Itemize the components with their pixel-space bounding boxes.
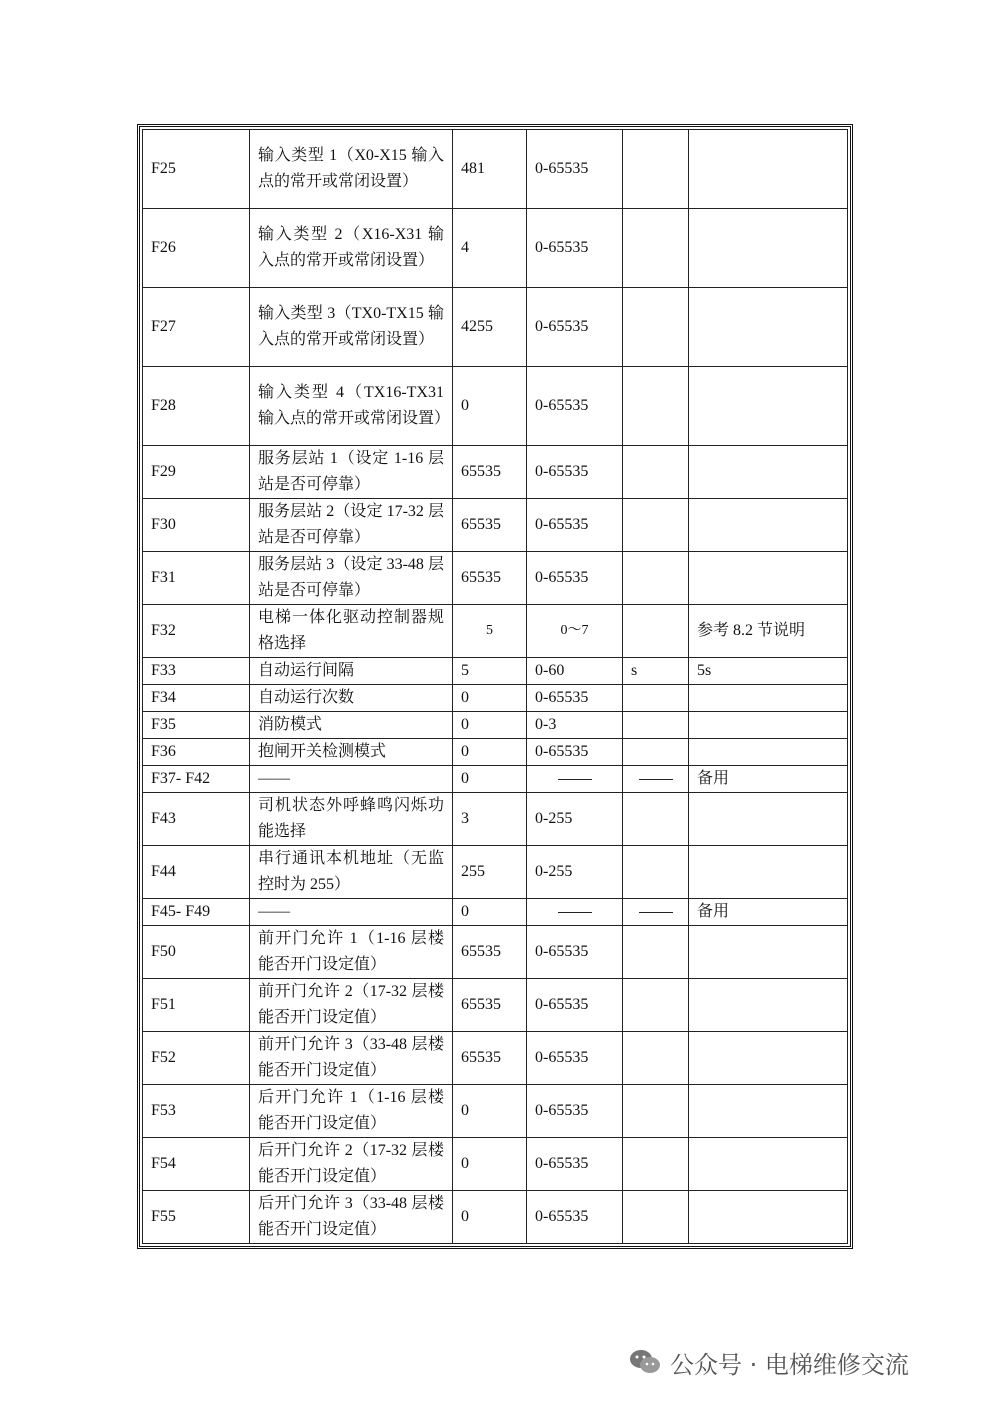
default-value: 0 bbox=[461, 743, 469, 760]
unit-cell bbox=[623, 605, 689, 658]
setting-range: 0-65535 bbox=[535, 1208, 589, 1225]
default-value-cell bbox=[453, 552, 527, 605]
param-description: 消防模式 bbox=[258, 716, 323, 733]
table-row bbox=[143, 685, 848, 712]
param-description-cell bbox=[250, 130, 453, 209]
setting-range: 0-65535 bbox=[535, 689, 589, 706]
param-description-cell bbox=[250, 739, 453, 766]
table-row bbox=[143, 1085, 848, 1138]
param-code: F29 bbox=[151, 463, 176, 480]
unit-cell bbox=[623, 685, 689, 712]
setting-range: 0-3 bbox=[535, 716, 557, 733]
setting-range: 0～7 bbox=[560, 623, 589, 638]
table-row bbox=[143, 446, 848, 499]
default-value: 65535 bbox=[461, 516, 501, 533]
setting-range-cell bbox=[527, 899, 623, 926]
param-description: 自动运行间隔 bbox=[258, 662, 355, 679]
param-description: 后开门允许 3（33-48 层楼能否开门设定值） bbox=[258, 1195, 444, 1238]
unit-cell bbox=[623, 552, 689, 605]
param-description-cell bbox=[250, 1138, 453, 1191]
setting-range-cell bbox=[527, 766, 623, 793]
param-code-cell bbox=[143, 685, 250, 712]
default-value-cell bbox=[453, 605, 527, 658]
param-code-cell bbox=[143, 446, 250, 499]
param-description: 服务层站 2（设定 17-32 层站是否可停靠） bbox=[258, 503, 444, 546]
param-description: 前开门允许 1（1-16 层楼能否开门设定值） bbox=[258, 930, 444, 973]
default-value: 0 bbox=[461, 689, 469, 706]
param-code-cell bbox=[143, 209, 250, 288]
setting-range: 0-65535 bbox=[535, 1049, 589, 1066]
setting-range-cell bbox=[527, 1191, 623, 1244]
setting-range-cell bbox=[527, 367, 623, 446]
setting-range-cell bbox=[527, 130, 623, 209]
param-code: F51 bbox=[151, 996, 176, 1013]
remark: 5s bbox=[697, 662, 712, 679]
param-description-cell bbox=[250, 979, 453, 1032]
param-description: 司机状态外呼蜂鸣闪烁功能选择 bbox=[258, 797, 444, 840]
param-description-cell bbox=[250, 209, 453, 288]
setting-range: 0-65535 bbox=[535, 569, 589, 586]
unit-cell bbox=[623, 209, 689, 288]
param-description: 输入类型 4（TX16-TX31 输入点的常开或常闭设置） bbox=[258, 384, 451, 427]
default-value-cell bbox=[453, 739, 527, 766]
param-code-cell bbox=[143, 288, 250, 367]
default-value-cell bbox=[453, 658, 527, 685]
param-description: —— bbox=[258, 770, 290, 787]
param-code-cell bbox=[143, 712, 250, 739]
setting-range-cell bbox=[527, 926, 623, 979]
default-value-cell bbox=[453, 130, 527, 209]
param-code-cell bbox=[143, 552, 250, 605]
setting-range: 0-65535 bbox=[535, 943, 589, 960]
param-description-cell bbox=[250, 1085, 453, 1138]
setting-range: 0-65535 bbox=[535, 1155, 589, 1172]
parameter-table-frame bbox=[137, 124, 853, 1249]
remark-cell bbox=[689, 658, 848, 685]
param-description: 串行通讯本机地址（无监控时为 255） bbox=[258, 850, 444, 893]
default-value: 65535 bbox=[461, 463, 501, 480]
param-code-cell bbox=[143, 979, 250, 1032]
default-value-cell bbox=[453, 1085, 527, 1138]
default-value-cell bbox=[453, 846, 527, 899]
param-description-cell bbox=[250, 685, 453, 712]
param-code-cell bbox=[143, 926, 250, 979]
remark-cell bbox=[689, 926, 848, 979]
remark: 备用 bbox=[697, 903, 730, 920]
setting-range-cell bbox=[527, 658, 623, 685]
setting-range-cell bbox=[527, 846, 623, 899]
remark-cell bbox=[689, 766, 848, 793]
param-code: F30 bbox=[151, 516, 176, 533]
table-row bbox=[143, 926, 848, 979]
unit-cell bbox=[623, 658, 689, 685]
param-description: 前开门允许 3（33-48 层楼能否开门设定值） bbox=[258, 1036, 444, 1079]
default-value: 0 bbox=[461, 770, 469, 787]
table-row bbox=[143, 979, 848, 1032]
param-code: F54 bbox=[151, 1155, 176, 1172]
param-code: F50 bbox=[151, 943, 176, 960]
remark-cell bbox=[689, 1191, 848, 1244]
param-description: 后开门允许 1（1-16 层楼能否开门设定值） bbox=[258, 1089, 444, 1132]
default-value: 0 bbox=[461, 1102, 469, 1119]
table-row bbox=[143, 739, 848, 766]
setting-range-cell bbox=[527, 1085, 623, 1138]
setting-range-cell bbox=[527, 685, 623, 712]
setting-range-cell bbox=[527, 1138, 623, 1191]
param-code: F25 bbox=[151, 160, 176, 177]
dash-mark bbox=[639, 779, 673, 780]
setting-range-cell bbox=[527, 209, 623, 288]
param-description: 自动运行次数 bbox=[258, 689, 355, 706]
setting-range: 0-65535 bbox=[535, 516, 589, 533]
remark-cell bbox=[689, 446, 848, 499]
default-value: 3 bbox=[461, 810, 469, 827]
unit-cell bbox=[623, 846, 689, 899]
unit-cell bbox=[623, 766, 689, 793]
param-code: F27 bbox=[151, 318, 176, 335]
unit-cell bbox=[623, 288, 689, 367]
remark-cell bbox=[689, 899, 848, 926]
default-value-cell bbox=[453, 288, 527, 367]
param-description-cell bbox=[250, 899, 453, 926]
remark-cell bbox=[689, 288, 848, 367]
param-code: F43 bbox=[151, 810, 176, 827]
table-row bbox=[143, 605, 848, 658]
setting-range: 0-65535 bbox=[535, 1102, 589, 1119]
wechat-icon bbox=[628, 1347, 662, 1377]
param-code-cell bbox=[143, 899, 250, 926]
default-value-cell bbox=[453, 1138, 527, 1191]
setting-range-cell bbox=[527, 793, 623, 846]
remark-cell bbox=[689, 552, 848, 605]
table-row bbox=[143, 367, 848, 446]
table-row bbox=[143, 1191, 848, 1244]
unit-cell bbox=[623, 130, 689, 209]
default-value: 255 bbox=[461, 863, 485, 880]
remark-cell bbox=[689, 605, 848, 658]
table-row bbox=[143, 846, 848, 899]
param-description: 输入类型 1（X0-X15 输入点的常开或常闭设置） bbox=[258, 147, 444, 190]
table-row bbox=[143, 499, 848, 552]
param-description-cell bbox=[250, 1032, 453, 1085]
dash-mark bbox=[639, 912, 673, 913]
remark-cell bbox=[689, 1032, 848, 1085]
param-code-cell bbox=[143, 130, 250, 209]
param-code-cell bbox=[143, 1138, 250, 1191]
default-value-cell bbox=[453, 367, 527, 446]
param-description-cell bbox=[250, 793, 453, 846]
table-row bbox=[143, 793, 848, 846]
dash-mark bbox=[558, 912, 592, 913]
remark-cell bbox=[689, 739, 848, 766]
setting-range: 0-255 bbox=[535, 810, 573, 827]
param-description-cell bbox=[250, 605, 453, 658]
unit: s bbox=[631, 662, 638, 679]
default-value: 0 bbox=[461, 903, 469, 920]
param-description-cell bbox=[250, 658, 453, 685]
param-code-cell bbox=[143, 1191, 250, 1244]
default-value: 65535 bbox=[461, 996, 501, 1013]
param-code: F31 bbox=[151, 569, 176, 586]
param-description-cell bbox=[250, 766, 453, 793]
default-value: 481 bbox=[461, 160, 485, 177]
default-value: 0 bbox=[461, 1208, 469, 1225]
default-value: 5 bbox=[486, 623, 493, 638]
param-description: 电梯一体化驱动控制器规格选择 bbox=[258, 609, 444, 652]
table-row bbox=[143, 1032, 848, 1085]
setting-range-cell bbox=[527, 979, 623, 1032]
param-code: F45- F49 bbox=[151, 903, 211, 920]
param-description-cell bbox=[250, 499, 453, 552]
remark-cell bbox=[689, 209, 848, 288]
setting-range-cell bbox=[527, 739, 623, 766]
param-code-cell bbox=[143, 793, 250, 846]
param-code-cell bbox=[143, 766, 250, 793]
param-description-cell bbox=[250, 712, 453, 739]
setting-range-cell bbox=[527, 1032, 623, 1085]
setting-range: 0-65535 bbox=[535, 318, 589, 335]
param-code: F36 bbox=[151, 743, 176, 760]
unit-cell bbox=[623, 979, 689, 1032]
table-row bbox=[143, 130, 848, 209]
remark: 参考 8.2 节说明 bbox=[697, 622, 806, 639]
setting-range-cell bbox=[527, 288, 623, 367]
default-value: 65535 bbox=[461, 943, 501, 960]
param-code: F53 bbox=[151, 1102, 176, 1119]
param-description-cell bbox=[250, 288, 453, 367]
param-code: F33 bbox=[151, 662, 176, 679]
default-value: 4255 bbox=[461, 318, 493, 335]
table-row bbox=[143, 1138, 848, 1191]
param-code-cell bbox=[143, 846, 250, 899]
unit-cell bbox=[623, 1138, 689, 1191]
param-description-cell bbox=[250, 367, 453, 446]
param-code: F32 bbox=[151, 622, 176, 639]
setting-range: 0-65535 bbox=[535, 397, 589, 414]
setting-range: 0-65535 bbox=[535, 463, 589, 480]
setting-range-cell bbox=[527, 446, 623, 499]
default-value: 65535 bbox=[461, 1049, 501, 1066]
setting-range: 0-255 bbox=[535, 863, 573, 880]
param-description-cell bbox=[250, 552, 453, 605]
remark-cell bbox=[689, 685, 848, 712]
unit-cell bbox=[623, 712, 689, 739]
default-value-cell bbox=[453, 1191, 527, 1244]
default-value-cell bbox=[453, 712, 527, 739]
remark-cell bbox=[689, 1138, 848, 1191]
setting-range: 0-65535 bbox=[535, 996, 589, 1013]
param-description-cell bbox=[250, 846, 453, 899]
param-description-cell bbox=[250, 446, 453, 499]
param-code: F26 bbox=[151, 239, 176, 256]
default-value: 0 bbox=[461, 397, 469, 414]
table-row bbox=[143, 899, 848, 926]
watermark-text: 公众号 · 电梯维修交流 bbox=[670, 1350, 909, 1379]
unit-cell bbox=[623, 499, 689, 552]
setting-range-cell bbox=[527, 605, 623, 658]
table-row bbox=[143, 766, 848, 793]
default-value-cell bbox=[453, 793, 527, 846]
default-value: 65535 bbox=[461, 569, 501, 586]
default-value-cell bbox=[453, 446, 527, 499]
table-row bbox=[143, 658, 848, 685]
param-code-cell bbox=[143, 658, 250, 685]
param-code-cell bbox=[143, 499, 250, 552]
default-value-cell bbox=[453, 766, 527, 793]
table-row bbox=[143, 712, 848, 739]
param-description: 后开门允许 2（17-32 层楼能否开门设定值） bbox=[258, 1142, 444, 1185]
remark-cell bbox=[689, 499, 848, 552]
param-description: 前开门允许 2（17-32 层楼能否开门设定值） bbox=[258, 983, 444, 1026]
unit-cell bbox=[623, 1191, 689, 1244]
setting-range-cell bbox=[527, 499, 623, 552]
param-code: F28 bbox=[151, 397, 176, 414]
default-value: 0 bbox=[461, 716, 469, 733]
param-code-cell bbox=[143, 605, 250, 658]
remark-cell bbox=[689, 712, 848, 739]
default-value: 4 bbox=[461, 239, 469, 256]
param-code: F35 bbox=[151, 716, 176, 733]
remark-cell bbox=[689, 793, 848, 846]
remark-cell bbox=[689, 367, 848, 446]
param-description: 服务层站 1（设定 1-16 层站是否可停靠） bbox=[258, 450, 444, 493]
param-description: 输入类型 3（TX0-TX15 输入点的常开或常闭设置） bbox=[258, 305, 444, 348]
setting-range-cell bbox=[527, 552, 623, 605]
unit-cell bbox=[623, 793, 689, 846]
setting-range: 0-65535 bbox=[535, 160, 589, 177]
setting-range: 0-65535 bbox=[535, 743, 589, 760]
table-row bbox=[143, 288, 848, 367]
table-row bbox=[143, 552, 848, 605]
param-code: F55 bbox=[151, 1208, 176, 1225]
param-code: F37- F42 bbox=[151, 770, 211, 787]
parameter-table bbox=[142, 129, 848, 1244]
unit-cell bbox=[623, 739, 689, 766]
unit-cell bbox=[623, 1032, 689, 1085]
param-code: F52 bbox=[151, 1049, 176, 1066]
setting-range-cell bbox=[527, 712, 623, 739]
default-value-cell bbox=[453, 685, 527, 712]
default-value-cell bbox=[453, 1032, 527, 1085]
setting-range: 0-60 bbox=[535, 662, 565, 679]
default-value-cell bbox=[453, 209, 527, 288]
param-code-cell bbox=[143, 367, 250, 446]
unit-cell bbox=[623, 926, 689, 979]
param-description: 输入类型 2（X16-X31 输入点的常开或常闭设置） bbox=[258, 226, 444, 269]
unit-cell bbox=[623, 446, 689, 499]
remark-cell bbox=[689, 846, 848, 899]
default-value-cell bbox=[453, 926, 527, 979]
param-description-cell bbox=[250, 1191, 453, 1244]
dash-mark bbox=[558, 779, 592, 780]
watermark bbox=[628, 1344, 909, 1380]
param-description: 抱闸开关检测模式 bbox=[258, 743, 387, 760]
default-value: 5 bbox=[461, 662, 469, 679]
unit-cell bbox=[623, 899, 689, 926]
unit-cell bbox=[623, 1085, 689, 1138]
remark-cell bbox=[689, 979, 848, 1032]
param-code: F44 bbox=[151, 863, 176, 880]
default-value-cell bbox=[453, 979, 527, 1032]
remark-cell bbox=[689, 130, 848, 209]
default-value-cell bbox=[453, 899, 527, 926]
remark: 备用 bbox=[697, 770, 730, 787]
param-code-cell bbox=[143, 1085, 250, 1138]
default-value: 0 bbox=[461, 1155, 469, 1172]
param-code-cell bbox=[143, 1032, 250, 1085]
remark-cell bbox=[689, 1085, 848, 1138]
param-description: —— bbox=[258, 903, 290, 920]
param-code: F34 bbox=[151, 689, 176, 706]
param-code-cell bbox=[143, 739, 250, 766]
unit-cell bbox=[623, 367, 689, 446]
param-description: 服务层站 3（设定 33-48 层站是否可停靠） bbox=[258, 556, 444, 599]
setting-range: 0-65535 bbox=[535, 239, 589, 256]
default-value-cell bbox=[453, 499, 527, 552]
table-row bbox=[143, 209, 848, 288]
param-description-cell bbox=[250, 926, 453, 979]
